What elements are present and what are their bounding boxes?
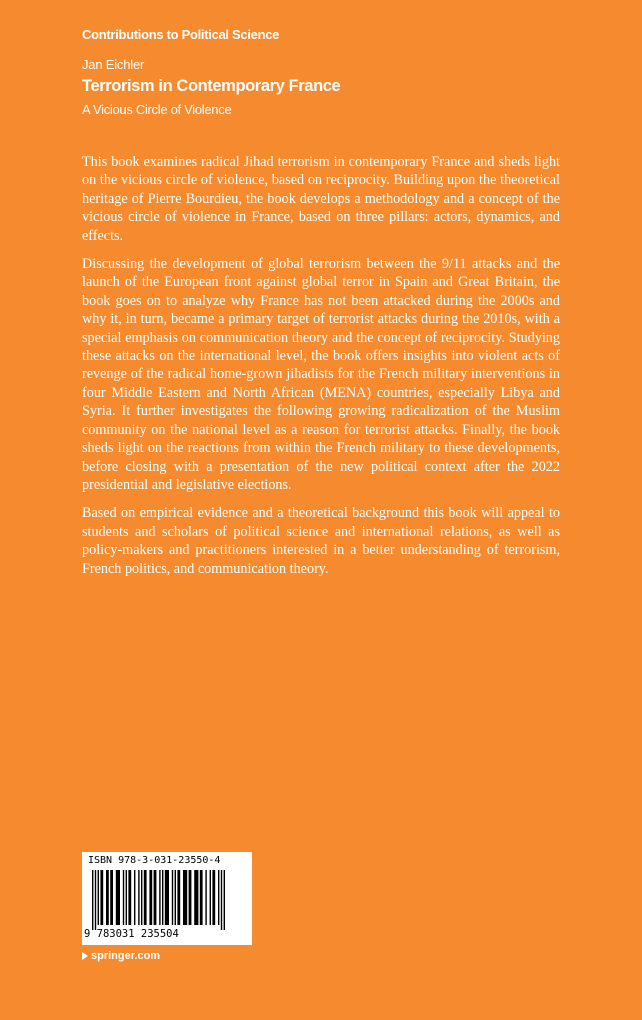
barcode-bar xyxy=(95,870,96,930)
barcode-bar xyxy=(221,870,222,930)
barcode-panel xyxy=(82,852,252,945)
barcode-bar xyxy=(175,870,176,925)
barcode-bar xyxy=(183,870,187,925)
barcode-bar xyxy=(212,870,215,925)
blurb-paragraph: Discussing the development of global terrorism between the 9/11 attacks and the launch of the European front against global terror in Spain and Great Britain, the book goes on to analyze why France has not been attacked during the 2000s and why it, in turn, became a primary target of terrorist attacks during the 2010s, with a special emphasis on communication theory and the concept of reciprocity. Studying these attacks on the international level, the book offers insights into violent acts of revenge of the radical home-grown jihadists for the French military interventions in four Middle Eastern and North African (MENA) countries, especially Libya and Syria. It further investigates the following growing radicalization of the Muslim community on the national level as a reason for terrorist attacks. Finally, the book sheds light on the reactions from within the French military to these developments, before closing with a presentation of the new political context after the 2022 presidential and legislative elections. xyxy=(82,256,560,493)
barcode-bar xyxy=(98,870,99,925)
barcode-digits: 9 783031 235504 xyxy=(84,928,179,940)
book-title: Terrorism in Contemporary France xyxy=(82,77,341,95)
arrow-right-icon xyxy=(82,952,88,960)
barcode-bar xyxy=(149,870,152,925)
barcode-bar xyxy=(116,870,120,925)
barcode-bar xyxy=(210,870,211,925)
blurb-paragraph: Based on empirical evidence and a theoretical background this book will appeal to students and scholars of political science and international relations, as well as policy-makers and practitioners interested in a better understanding of terrorism, French politics, and communication theory. xyxy=(82,505,560,577)
barcode-bar xyxy=(218,870,219,925)
barcode-bar xyxy=(123,870,124,925)
barcode-bar xyxy=(205,870,206,925)
barcode-bar xyxy=(165,870,169,925)
barcode-bar xyxy=(224,870,225,930)
blurb xyxy=(82,153,560,588)
barcode-bar xyxy=(159,870,160,925)
isbn-label: ISBN 978-3-031-23550-4 xyxy=(88,855,221,866)
barcode-bar xyxy=(144,870,147,925)
series-name: Contributions to Political Science xyxy=(82,27,280,42)
blurb-paragraph: This book examines radical Jihad terrorism in contemporary France and sheds light on the vicious circle of violence, based on reciprocity. Building upon the theoretical heritage of Pierre Bourdieu, the book develops a methodology and a concept of the vicious circle of violence in France, based on three pillars: actors, dynamics, and effects. xyxy=(82,154,560,244)
barcode-bar xyxy=(177,870,180,925)
barcode-bar xyxy=(194,870,198,925)
barcode-bar xyxy=(134,870,135,925)
barcode-bar xyxy=(128,870,131,925)
barcode-bar xyxy=(172,870,173,925)
barcode-bar xyxy=(200,870,203,925)
author-name: Jan Eichler xyxy=(82,57,145,72)
barcode-bar xyxy=(154,870,157,925)
barcode-bars xyxy=(90,870,244,930)
barcode-bar xyxy=(162,870,163,925)
publisher-link-label: springer.com xyxy=(91,950,161,962)
barcode-bar xyxy=(189,870,192,925)
barcode-bar xyxy=(141,870,142,925)
barcode-bar xyxy=(92,870,93,930)
barcode-bar xyxy=(126,870,127,925)
barcode-bar xyxy=(100,870,103,925)
barcode-bar xyxy=(138,870,139,925)
barcode-bar xyxy=(106,870,109,925)
barcode-bar xyxy=(110,870,113,925)
book-subtitle: A Vicious Circle of Violence xyxy=(82,102,232,117)
publisher-link[interactable] xyxy=(82,950,160,962)
